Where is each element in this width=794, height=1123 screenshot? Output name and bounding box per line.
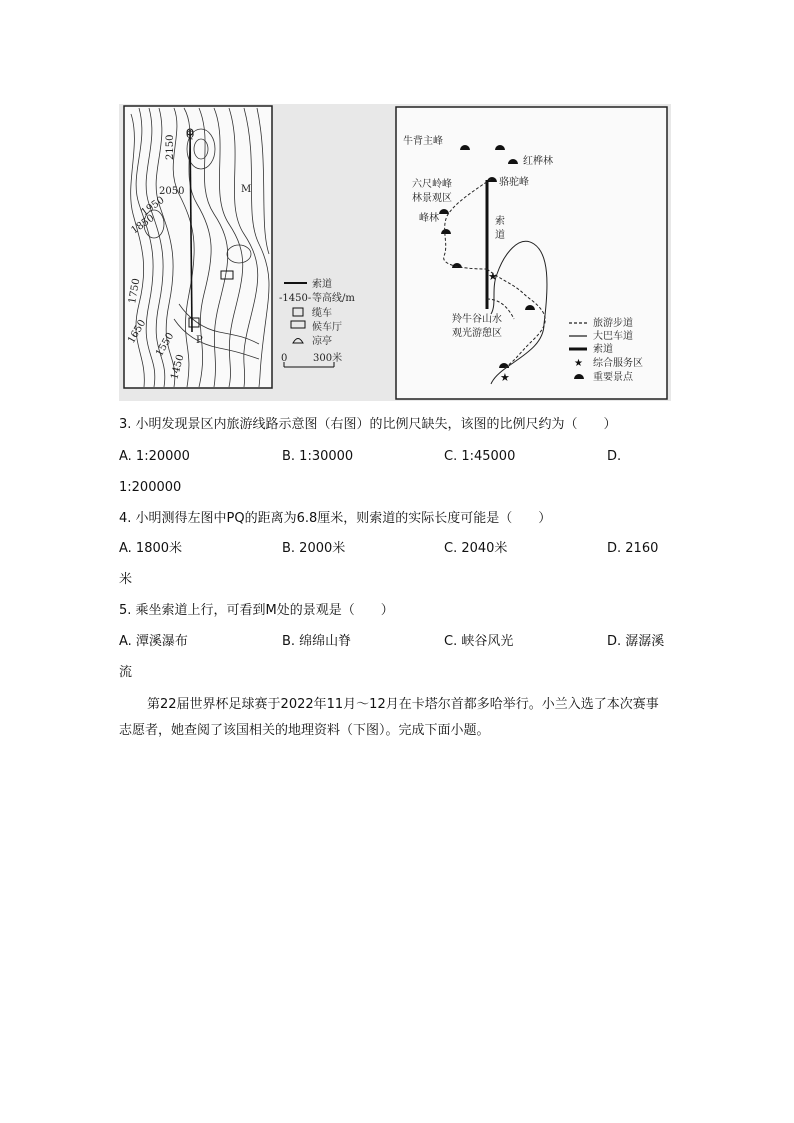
car-legend-icon — [293, 308, 303, 316]
question-5-option-b: B. 绵绵山脊 — [282, 634, 352, 649]
question-4-option-d: D. 2160 — [607, 541, 659, 556]
legend-attraction-label: 重要景点 — [593, 372, 633, 383]
legend-pavilion-label: 凉亭 — [312, 336, 332, 347]
question-5-option-c: C. 峡谷风光 — [444, 634, 514, 649]
question-3-option-a: A. 1:20000 — [119, 449, 190, 464]
legend-cableway-label: 索道 — [312, 279, 332, 290]
contour-1550: 1550 — [154, 330, 177, 359]
point-q: Q — [186, 130, 195, 141]
question-4-option-c: C. 2040米 — [444, 541, 508, 556]
contour-2150: 2150 — [165, 134, 176, 160]
label-luotuo-peak: 骆驼峰 — [499, 177, 529, 188]
question-3-option-b: B. 1:30000 — [282, 449, 354, 464]
question-4-option-d-wrap: 米 — [119, 572, 133, 587]
question-3-option-d-wrap: 1:200000 — [119, 480, 182, 495]
label-hongbao-forest: 红桦林 — [523, 156, 553, 167]
label-fenglin: 峰林 — [419, 213, 439, 224]
label-lingniu-1: 羚牛谷山水 — [452, 314, 502, 325]
topographic-map — [124, 106, 272, 388]
legend-contour-value: -1450- — [279, 293, 312, 304]
passage-paragraph: 第22届世界杯足球赛于2022年11月～12月在卡塔尔首都多哈举行。小兰入选了本次赛事志愿者，她查阅了该国相关的地理资料（下图）。完成下面小题。 — [119, 697, 659, 738]
legend-car-label: 缆车 — [312, 308, 332, 319]
label-cableway-1: 索 — [495, 216, 505, 227]
left-map-legend — [279, 277, 355, 367]
legend-bus-label: 大巴车道 — [593, 331, 633, 342]
service-area-star-icon: ★ — [488, 270, 498, 283]
contour-1450: 1450 — [169, 353, 187, 381]
legend-service-label: 综合服务区 — [593, 358, 643, 369]
legend-cableway-label: 索道 — [593, 344, 613, 355]
legend-trail-label: 旅游步道 — [593, 318, 633, 329]
service-area-star-icon: ★ — [500, 371, 510, 384]
point-p: P — [196, 335, 203, 346]
point-m: M — [241, 184, 252, 195]
contour-1750: 1750 — [127, 277, 143, 305]
label-cableway-2: 道 — [495, 230, 505, 241]
star-legend-icon: ★ — [574, 358, 583, 369]
question-5-option-d: D. 潺潺溪 — [607, 634, 665, 649]
question-4-option-b: B. 2000米 — [282, 541, 346, 556]
question-5-stem: 5. 乘坐索道上行，可看到M处的景观是（ ） — [119, 603, 394, 618]
contour-2050: 2050 — [159, 186, 185, 197]
tour-route-map — [396, 107, 667, 399]
map-figure — [119, 104, 671, 401]
question-3-option-c: C. 1:45000 — [444, 449, 516, 464]
contour-1950: 1950 — [139, 194, 167, 219]
label-niubei-peak: 牛背主峰 — [403, 136, 443, 147]
contour-1650: 1650 — [126, 317, 149, 346]
contour-1850: 1850 — [129, 212, 157, 237]
label-lingniu-2: 观光游憩区 — [452, 328, 502, 339]
question-5-option-d-wrap: 流 — [119, 665, 133, 680]
question-4-stem: 4. 小明测得左图中PQ的距离为6.8厘米，则索道的实际长度可能是（ ） — [119, 511, 552, 526]
question-3-option-d: D. — [607, 449, 622, 464]
hall-legend-icon — [291, 321, 305, 328]
question-4-option-a: A. 1800米 — [119, 541, 183, 556]
legend-contour-label: 等高线/m — [312, 293, 355, 304]
legend-hall-label: 候车厅 — [312, 322, 342, 333]
label-liuchi-2: 林景观区 — [412, 193, 452, 204]
question-3-stem: 3. 小明发现景区内旅游线路示意图（右图）的比例尺缺失，该图的比例尺约为（ ） — [119, 417, 617, 432]
scale-zero: 0 — [281, 353, 288, 364]
scale-value: 300米 — [313, 353, 343, 364]
question-5-option-a: A. 潭溪瀑布 — [119, 634, 188, 649]
label-liuchi-1: 六尺岭峰 — [412, 179, 452, 190]
pavilion-legend-icon — [293, 339, 303, 344]
